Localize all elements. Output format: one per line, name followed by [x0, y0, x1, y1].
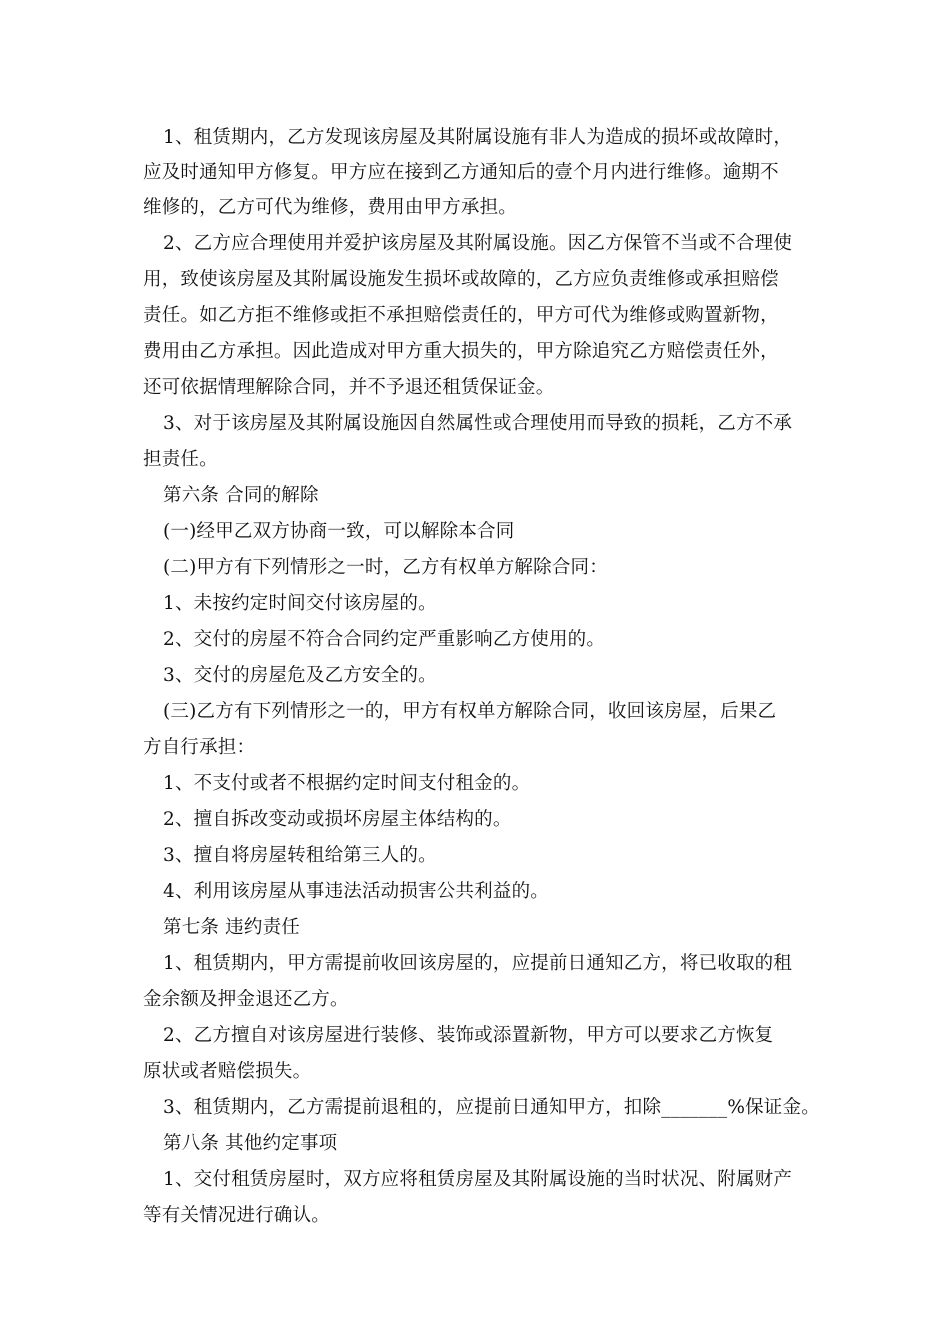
text-line: 2、交付的房屋不符合合同约定严重影响乙方使用的。 — [163, 629, 606, 650]
section-heading: 第八条 其他约定事项 — [163, 1133, 338, 1154]
text-line: 用，致使该房屋及其附属设施发生损坏或故障的，乙方应负责维修或承担赔偿 — [143, 269, 779, 290]
text-line: 等有关情况进行确认。 — [143, 1205, 331, 1226]
text-line: 2、乙方擅自对该房屋进行装修、装饰或添置新物，甲方可以要求乙方恢复 — [163, 1025, 774, 1046]
text-line: 费用由乙方承担。因此造成对甲方重大损失的，甲方除追究乙方赔偿责任外， — [143, 341, 779, 362]
text-line: 金余额及押金退还乙方。 — [143, 989, 349, 1010]
text-line: 1、交付租赁房屋时，双方应将租赁房屋及其附属设施的当时状况、附属财产 — [163, 1169, 793, 1190]
text-line: 方自行承担： — [143, 737, 256, 758]
text-line: 2、擅自拆改变动或损坏房屋主体结构的。 — [163, 809, 512, 830]
text-line: (二)甲方有下列情形之一时，乙方有权单方解除合同： — [163, 557, 608, 578]
text-line: 1、不支付或者不根据约定时间支付租金的。 — [163, 773, 531, 794]
text-line: 1、未按约定时间交付该房屋的。 — [163, 593, 437, 614]
text-line: 责任。如乙方拒不维修或拒不承担赔偿责任的，甲方可代为维修或购置新物， — [143, 305, 779, 326]
text-line: 担责任。 — [143, 449, 218, 470]
text-line: 1、租赁期内，乙方发现该房屋及其附属设施有非人为造成的损坏或故障时， — [163, 127, 793, 148]
text-line: 维修的，乙方可代为维修，费用由甲方承担。 — [143, 197, 518, 218]
section-heading: 第六条 合同的解除 — [163, 485, 319, 506]
text-line: 原状或者赔偿损失。 — [143, 1061, 312, 1082]
text-line: 3、对于该房屋及其附属设施因自然属性或合理使用而导致的损耗，乙方不承 — [163, 413, 793, 434]
text-line: (一)经甲乙双方协商一致，可以解除本合同 — [163, 521, 515, 542]
text-line: 2、乙方应合理使用并爱护该房屋及其附属设施。因乙方保管不当或不合理使 — [163, 233, 793, 254]
text-line: (三)乙方有下列情形之一的，甲方有权单方解除合同，收回该房屋，后果乙 — [163, 701, 777, 722]
section-heading: 第七条 违约责任 — [163, 917, 300, 938]
text-line: 1、租赁期内，甲方需提前收回该房屋的，应提前日通知乙方，将已收取的租 — [163, 953, 793, 974]
text-line: 还可依据情理解除合同，并不予退还租赁保证金。 — [143, 377, 555, 398]
text-line: 4、利用该房屋从事违法活动损害公共利益的。 — [163, 881, 549, 902]
text-line: 3、交付的房屋危及乙方安全的。 — [163, 665, 437, 686]
text-line: 3、擅自将房屋转租给第三人的。 — [163, 845, 437, 866]
text-line: 应及时通知甲方修复。甲方应在接到乙方通知后的壹个月内进行维修。逾期不 — [143, 162, 779, 183]
text-line: 3、租赁期内，乙方需提前退租的，应提前日通知甲方，扣除_______%保证金。 — [163, 1097, 820, 1118]
